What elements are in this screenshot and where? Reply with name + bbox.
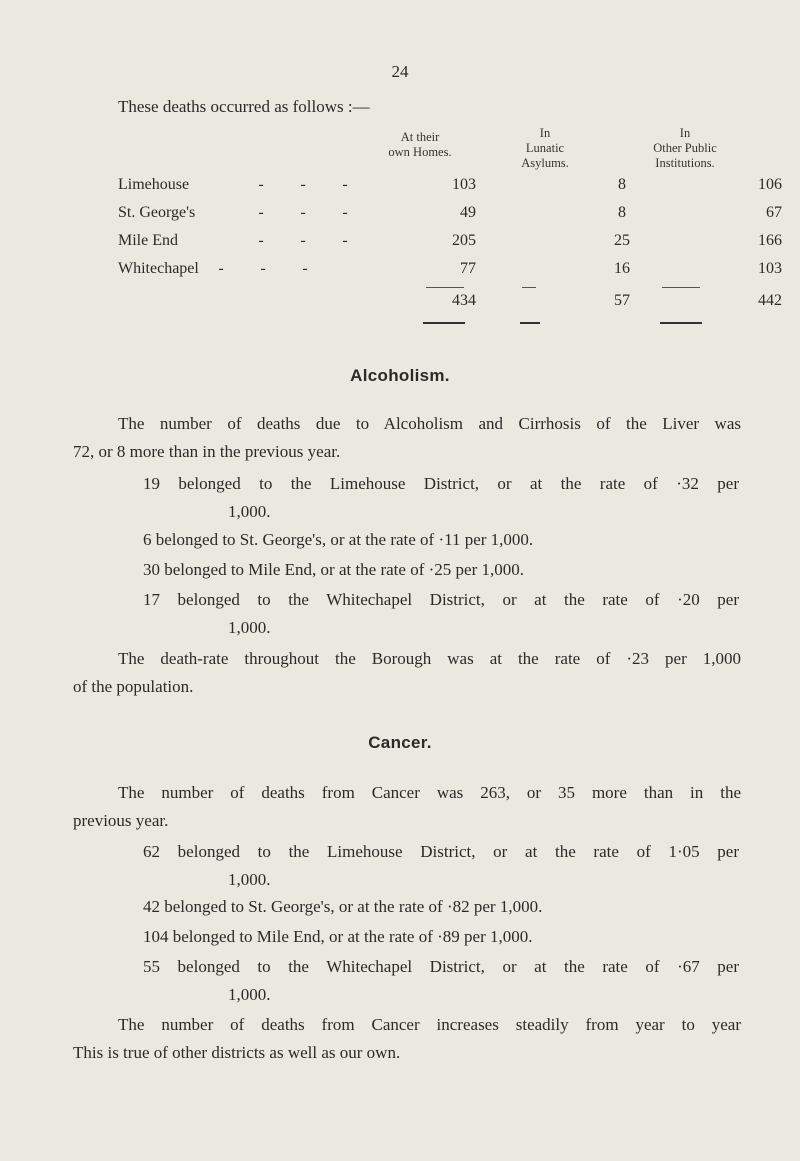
table-row: Limehouse - - - 103 8 106 [118, 176, 782, 193]
homes-value: 205 [452, 232, 476, 249]
homes-value: 49 [460, 204, 476, 221]
total-rule [423, 322, 465, 324]
asylums-value: 16 [614, 260, 630, 277]
institutions-value: 106 [758, 176, 782, 193]
list-item: 17 belonged to the Whitechapel District, or at the rate of ·20 per 1,000. [143, 590, 739, 637]
list-item: 6 belonged to St. George's, or at the rate of ·11 per 1,000. [143, 530, 534, 549]
institutions-value: 67 [766, 204, 782, 221]
list-item: 55 belonged to the Whitechapel District, or at the rate of ·67 per 1,000. [143, 957, 739, 1004]
institutions-total: 442 [758, 292, 782, 309]
cancer-summary: The number of deaths from Cancer increases steadily from year to year This is true of other districts as well as our own. [73, 1015, 741, 1062]
table-row: Whitechapel - - - 77 16 103 [118, 260, 782, 277]
institutions-value: 103 [758, 260, 782, 277]
asylums-value: 8 [618, 176, 626, 193]
intro-text: These deaths occurred as follows :— [118, 97, 370, 116]
total-rule [660, 322, 702, 324]
list-item: 42 belonged to St. George's, or at the rate of ·82 per 1,000. [143, 897, 543, 916]
list-item: 104 belonged to Mile End, or at the rate of ·89 per 1,000. [143, 927, 533, 946]
page-number: 24 [391, 62, 409, 81]
sum-rule [522, 287, 536, 288]
asylums-value: 25 [614, 232, 630, 249]
homes-value: 77 [460, 260, 476, 277]
homes-value: 103 [452, 176, 476, 193]
table-totals-row [118, 292, 782, 314]
list-item: 19 belonged to the Limehouse District, or at the rate of ·32 per 1,000. [143, 474, 739, 521]
cancer-heading: Cancer. [368, 733, 432, 752]
homes-total: 434 [452, 292, 476, 309]
district-name: Mile End [118, 232, 178, 249]
asylums-value: 8 [618, 204, 626, 221]
alcoholism-heading: Alcoholism. [350, 366, 450, 385]
table-row: Mile End - - - 205 25 166 [118, 232, 782, 249]
list-item: 62 belonged to the Limehouse District, or at the rate of 1·05 per 1,000. [143, 842, 739, 889]
column-header-asylums: In Lunatic Asylums. [521, 126, 569, 170]
sum-rule [426, 287, 464, 288]
asylums-total: 57 [614, 292, 630, 309]
cancer-paragraph: The number of deaths from Cancer was 263, or 35 more than in the previous year. [73, 783, 741, 830]
district-name: Whitechapel [118, 260, 199, 277]
column-header-homes: At their own Homes. [388, 130, 452, 159]
district-name: St. George's [118, 204, 196, 221]
institutions-value: 166 [758, 232, 782, 249]
sum-rule [662, 287, 700, 288]
alcoholism-summary: The death-rate throughout the Borough was at the rate of ·23 per 1,000 of the population. [73, 649, 741, 696]
alcoholism-paragraph: The number of deaths due to Alcoholism and Cirrhosis of the Liver was 72, or 8 more than in the previous year. [73, 414, 741, 461]
column-header-institutions: In Other Public Institutions. [653, 126, 717, 170]
total-rule [520, 322, 540, 324]
district-name: Limehouse [118, 176, 190, 193]
list-item: 30 belonged to Mile End, or at the rate of ·25 per 1,000. [143, 560, 524, 579]
table-row: St. George's - - - 49 8 67 [118, 204, 782, 221]
